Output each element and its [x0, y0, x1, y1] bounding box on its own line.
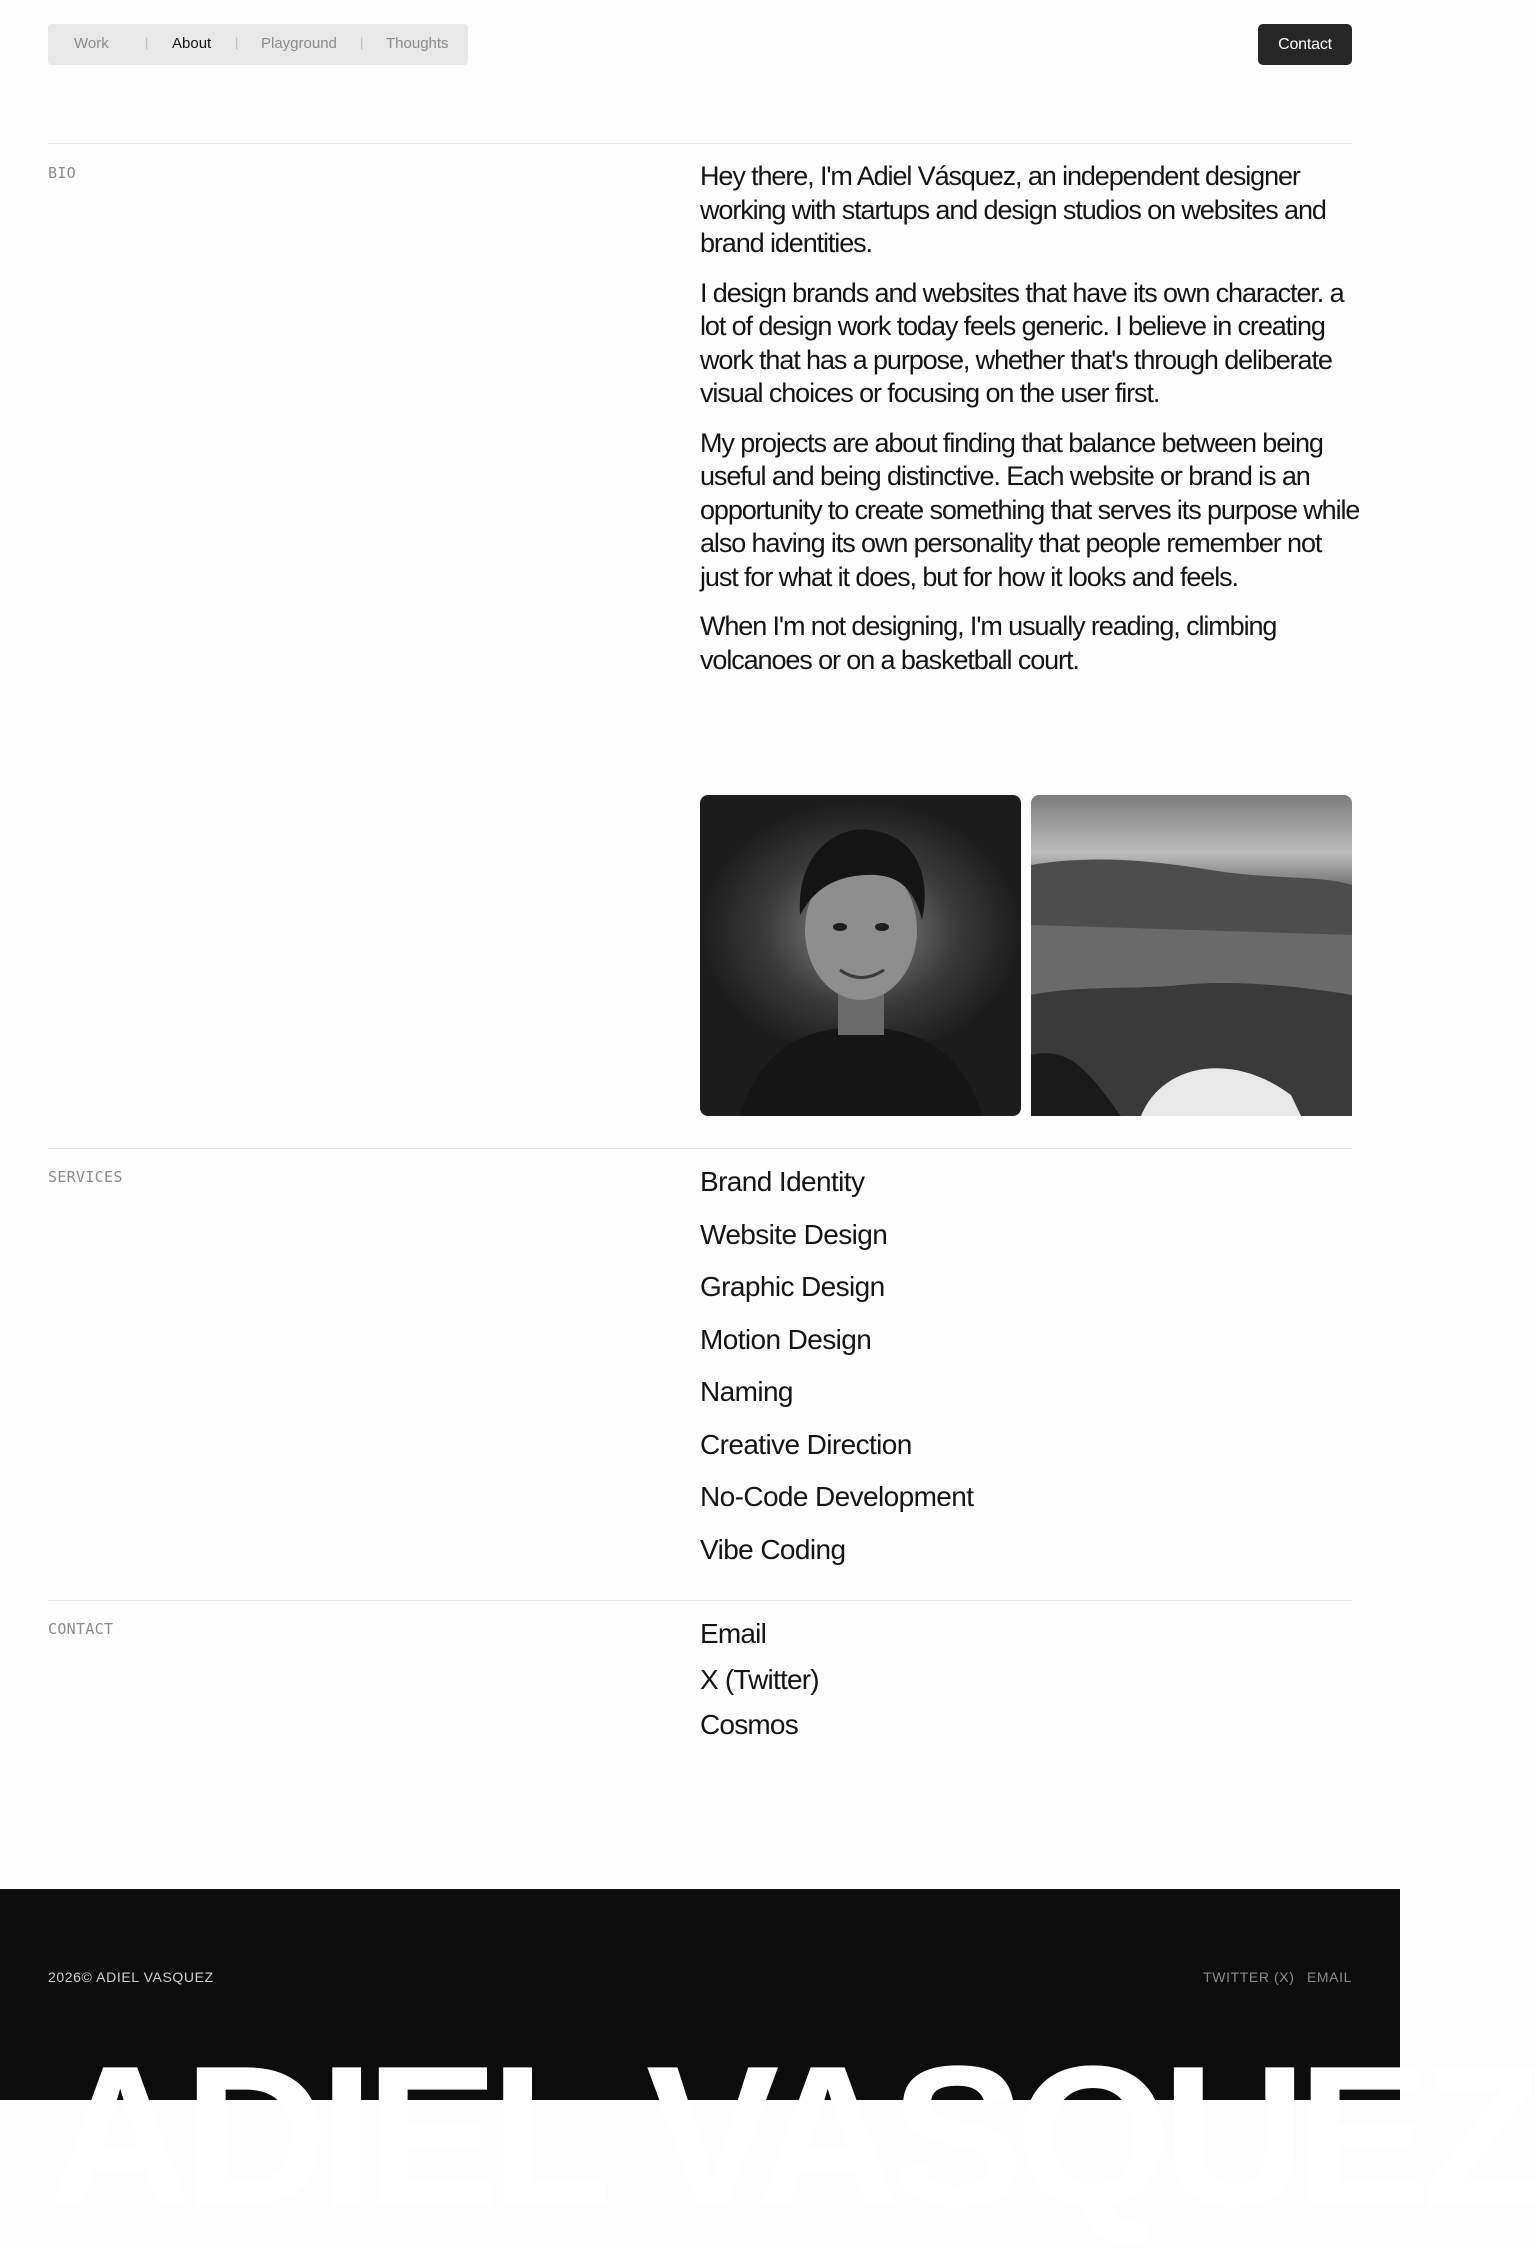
contact-links-list [700, 1618, 819, 1755]
footer [0, 1889, 1535, 2248]
section-divider [48, 143, 1352, 144]
footer-twitter-link[interactable]: TWITTER (X) [1203, 1969, 1295, 1985]
bio-section-label: BIO [48, 164, 76, 182]
service-item: No-Code Development [700, 1481, 974, 1512]
footer-wordmark: ADIEL VASQUEZ [48, 2025, 1535, 2248]
section-divider [48, 1600, 1352, 1601]
services-section-label: SERVICES [48, 1168, 123, 1186]
service-item: Vibe Coding [700, 1533, 846, 1565]
service-item: Motion Design [700, 1323, 872, 1355]
contact-link-item [700, 1709, 819, 1755]
bio-paragraph: I design brands and websites that have its own character. a lot of design work today feels generic. I believe in creating work that has a purpose, whether that's through deliberate visual choices or focusing on the user first. [700, 277, 1344, 408]
service-item: Naming [700, 1376, 793, 1407]
portrait-photo [700, 795, 1021, 1116]
services-list [700, 1166, 973, 1586]
contact-button[interactable]: Contact [1258, 24, 1352, 65]
section-divider [48, 1148, 1352, 1149]
service-item: Creative Direction [700, 1428, 912, 1460]
bio-paragraph: Hey there, I'm Adiel Vásquez, an independent designer working with startups and design studios on websites and brand identities. [700, 161, 1326, 258]
twitter-link[interactable]: X (Twitter) [700, 1663, 819, 1695]
nav-separator: | [235, 35, 239, 50]
nav-item-about[interactable]: About [172, 35, 212, 52]
contact-link-item [700, 1618, 819, 1664]
contact-section-label: CONTACT [48, 1620, 114, 1638]
footer-links [1195, 1969, 1352, 1985]
service-item: Graphic Design [700, 1271, 885, 1302]
contact-link-item [700, 1664, 819, 1710]
service-item: Website Design [700, 1218, 888, 1250]
bio-text [700, 160, 1360, 693]
cosmos-link[interactable]: Cosmos [700, 1709, 798, 1740]
footer-email-link[interactable]: EMAIL [1306, 1969, 1352, 1985]
nav-item-playground[interactable]: Playground [261, 35, 337, 52]
volcano-photo [1031, 795, 1352, 1116]
nav-separator: | [145, 35, 149, 50]
volcano-photo-icon [1031, 795, 1352, 1116]
portrait-photo-icon [700, 795, 1021, 1116]
nav-separator: | [360, 35, 364, 50]
email-link[interactable]: Email [700, 1618, 767, 1649]
nav-item-thoughts[interactable]: Thoughts [386, 35, 449, 52]
bio-paragraph: My projects are about finding that balance between being useful and being distinctive. Each website or brand is an opportunity to create something that serves its purpose while also having its own personality that people remember not just for what it does, but for how it looks and feels. [700, 427, 1360, 592]
nav-item-work[interactable]: Work [74, 35, 109, 52]
copyright-text: 2026© ADIEL VASQUEZ [48, 1969, 214, 1985]
service-item: Brand Identity [700, 1166, 865, 1197]
bio-paragraph: When I'm not designing, I'm usually reading, climbing volcanoes or on a basketball court. [700, 611, 1277, 675]
nav-bar [48, 24, 468, 65]
